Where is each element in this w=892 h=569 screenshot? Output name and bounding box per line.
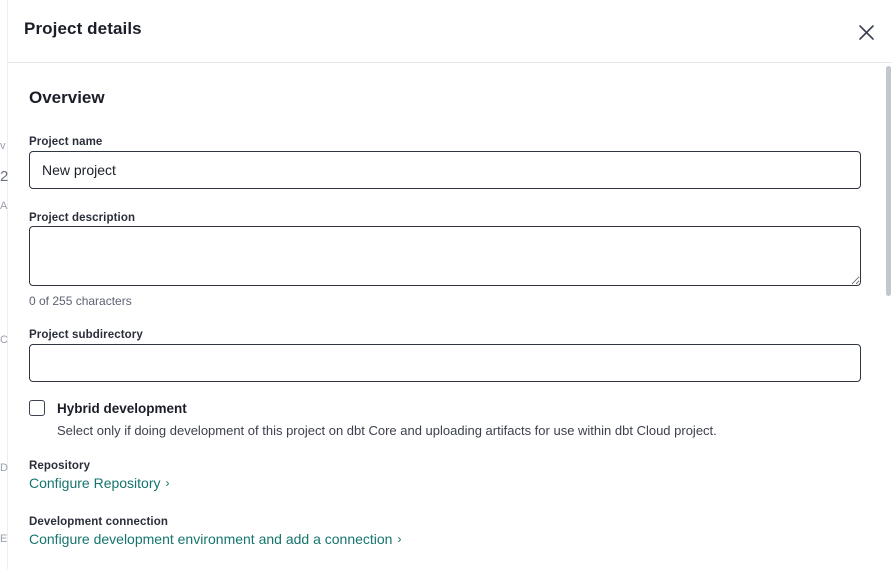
repository-label-text: Repository	[29, 460, 91, 472]
background-ghost-line-4: C	[0, 334, 8, 346]
development-connection-label	[29, 512, 168, 530]
close-glyph	[858, 24, 875, 41]
chevron-right-icon-development-connection: ›	[397, 532, 402, 546]
configure-repository-link[interactable]: Configure Repository	[29, 475, 161, 491]
repository-label	[29, 456, 90, 474]
background-ghost-line-5: D	[0, 462, 8, 474]
overview-heading: Overview	[29, 88, 105, 107]
project-description-character-counter: 0 of 255 characters	[29, 294, 132, 308]
project-name-label	[29, 132, 102, 150]
development-connection-label-text: Development connection	[29, 516, 168, 528]
configure-development-connection-link[interactable]: Configure development environment and add a connection	[29, 531, 393, 547]
modal-header	[8, 0, 892, 63]
project-subdirectory-input[interactable]	[29, 344, 861, 382]
project-name-label-text: Project name	[29, 136, 103, 148]
project-description-label-text: Project description	[29, 212, 136, 224]
background-ghost-line-6: E	[0, 533, 8, 545]
page-title: Project details	[24, 19, 142, 38]
modal-scrollbar-thumb[interactable]	[886, 66, 891, 296]
background-page-strip	[0, 0, 8, 569]
project-description-label	[29, 208, 135, 226]
close-icon[interactable]	[850, 16, 882, 48]
hybrid-development-checkbox[interactable]	[29, 400, 45, 416]
project-description-textarea[interactable]	[29, 226, 861, 286]
chevron-right-icon-repository: ›	[165, 476, 170, 490]
modal-body	[8, 63, 892, 569]
project-subdirectory-label	[29, 325, 143, 343]
project-subdirectory-label-text: Project subdirectory	[29, 329, 143, 341]
background-ghost-line-3: A	[0, 200, 8, 212]
hybrid-development-description: Select only if doing development of this project on dbt Core and uploading artifacts for use within dbt Cloud project.	[57, 423, 717, 438]
background-ghost-line-1: v	[0, 140, 6, 152]
project-name-input[interactable]	[29, 151, 861, 189]
hybrid-development-label: Hybrid development	[57, 401, 187, 416]
background-ghost-line-2: 2	[0, 168, 9, 185]
